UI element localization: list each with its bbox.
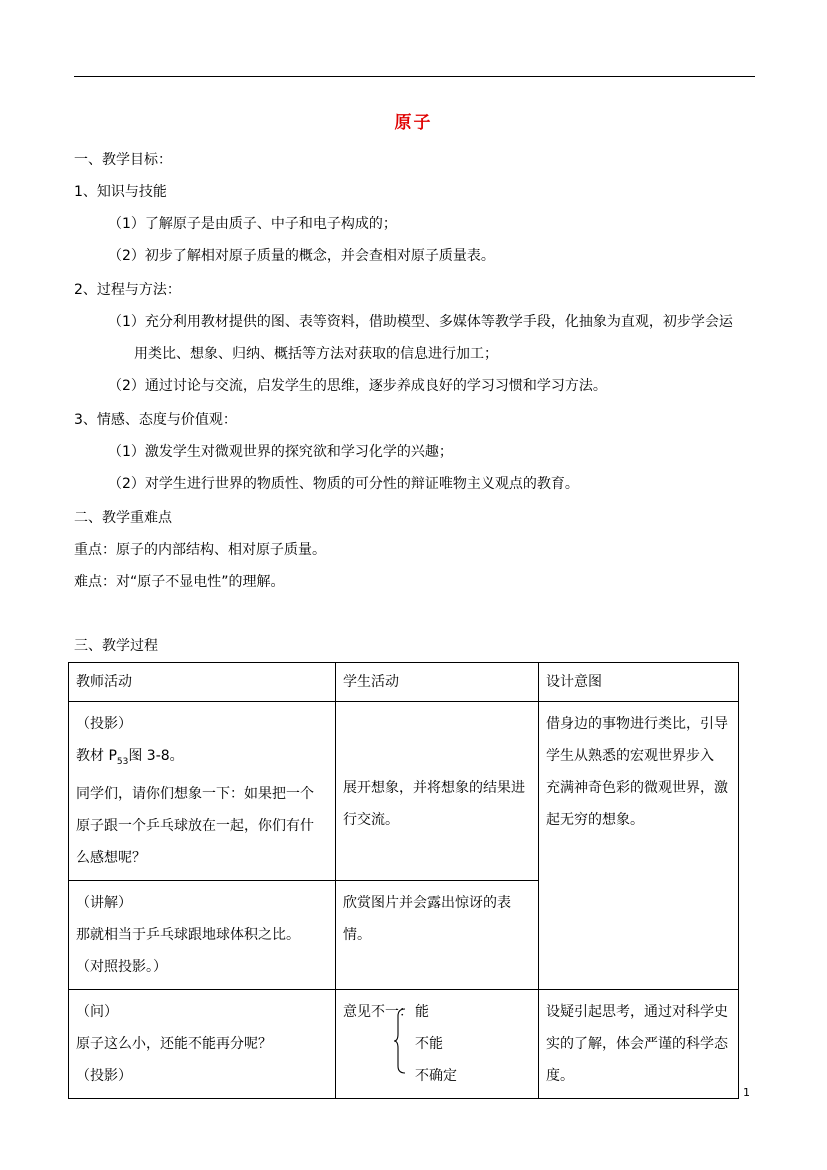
teacher-activity-cell bbox=[69, 880, 336, 989]
section-heading-key-points: 二、教学重难点 bbox=[74, 510, 172, 526]
key-point: 重点：原子的内部结构、相对原子质量。 bbox=[74, 542, 326, 558]
cell-text: 教材 P bbox=[76, 748, 117, 764]
cell-text: （问） bbox=[76, 1003, 118, 1020]
student-activity-cell bbox=[336, 989, 539, 1098]
page-title: 原子 bbox=[394, 113, 433, 133]
cell-text: 情。 bbox=[343, 926, 371, 943]
table-row bbox=[69, 989, 739, 1098]
teacher-activity-cell bbox=[69, 989, 336, 1098]
objective-item: （1）激发学生对微观世界的探究欲和学习化学的兴趣； bbox=[108, 444, 453, 460]
curly-brace-icon bbox=[393, 1008, 407, 1074]
cell-text: 么感想呢？ bbox=[76, 849, 146, 866]
opinion-label: 意见不一： bbox=[343, 1003, 413, 1020]
subheading-process: 2、过程与方法： bbox=[74, 282, 181, 298]
student-activity-cell bbox=[336, 702, 539, 881]
cell-text: 原子跟一个乒乓球放在一起，你们有什 bbox=[76, 817, 314, 834]
header-design-intent: 设计意图 bbox=[539, 663, 739, 702]
section-heading-process: 三、教学过程 bbox=[74, 638, 158, 654]
objective-item: （2）通过讨论与交流，启发学生的思维，逐步养成良好的学习习惯和学习方法。 bbox=[108, 378, 607, 394]
cell-text: 学生从熟悉的宏观世界步入 bbox=[546, 748, 714, 764]
design-intent-cell bbox=[539, 702, 739, 990]
student-activity-cell bbox=[336, 880, 539, 989]
cell-text: 展开想象，并将想象的结果进 bbox=[343, 780, 525, 796]
cell-text: 起无穷的想象。 bbox=[546, 812, 644, 828]
difficult-point: 难点：对“原子不显电性”的理解。 bbox=[74, 574, 285, 590]
teacher-activity-cell bbox=[69, 702, 336, 881]
cell-text: （讲解） bbox=[76, 894, 132, 911]
cell-text: 欣赏图片并会露出惊讶的表 bbox=[343, 894, 511, 911]
cell-text: 借身边的事物进行类比，引导 bbox=[546, 716, 728, 732]
objective-item: （1）了解原子是由质子、中子和电子构成的； bbox=[108, 216, 397, 232]
cell-text: 度。 bbox=[546, 1067, 574, 1084]
header-rule bbox=[74, 76, 755, 77]
teaching-process-table bbox=[68, 662, 739, 1099]
header-teacher-activity: 教师活动 bbox=[69, 663, 336, 702]
cell-text: （对照投影。） bbox=[76, 958, 167, 975]
design-intent-cell bbox=[539, 989, 739, 1098]
cell-text: （投影） bbox=[76, 716, 132, 732]
page-subscript: 53 bbox=[116, 756, 129, 767]
opinion-option: 不能 bbox=[415, 1035, 443, 1052]
section-heading-objectives: 一、教学目标： bbox=[74, 152, 172, 168]
cell-text: 充满神奇色彩的微观世界，激 bbox=[546, 780, 728, 796]
cell-text: 图 3-8。 bbox=[128, 748, 184, 764]
table-header-row bbox=[69, 663, 739, 702]
objective-item: （1）充分利用教材提供的图、表等资料，借助模型、多媒体等教学手段，化抽象为直观，初步学会运 bbox=[108, 314, 733, 330]
cell-text: 那就相当于乒乓球跟地球体积之比。 bbox=[76, 926, 300, 943]
opinion-option: 能 bbox=[415, 1003, 429, 1020]
opinion-options bbox=[343, 996, 531, 1092]
cell-text: 同学们，请你们想象一下：如果把一个 bbox=[76, 785, 314, 802]
objective-item: （2）初步了解相对原子质量的概念，并会查相对原子质量表。 bbox=[108, 248, 495, 264]
page-number: 1 bbox=[743, 1086, 750, 1099]
opinion-option: 不确定 bbox=[415, 1067, 457, 1084]
cell-text: （投影） bbox=[76, 1067, 132, 1084]
cell-text: 设疑引起思考，通过对科学史 bbox=[546, 1003, 728, 1020]
cell-text: 实的了解，体会严谨的科学态 bbox=[546, 1035, 728, 1052]
header-student-activity: 学生活动 bbox=[336, 663, 539, 702]
subheading-emotion: 3、情感、态度与价值观： bbox=[74, 412, 237, 428]
subheading-knowledge: 1、知识与技能 bbox=[74, 184, 167, 200]
objective-item-continued: 用类比、想象、归纳、概括等方法对获取的信息进行加工； bbox=[134, 346, 498, 362]
cell-text: 行交流。 bbox=[343, 812, 399, 828]
cell-text: 原子这么小，还能不能再分呢？ bbox=[76, 1035, 272, 1052]
table-row bbox=[69, 702, 739, 881]
textbook-reference bbox=[76, 740, 328, 778]
objective-item: （2）对学生进行世界的物质性、物质的可分性的辩证唯物主义观点的教育。 bbox=[108, 476, 579, 492]
